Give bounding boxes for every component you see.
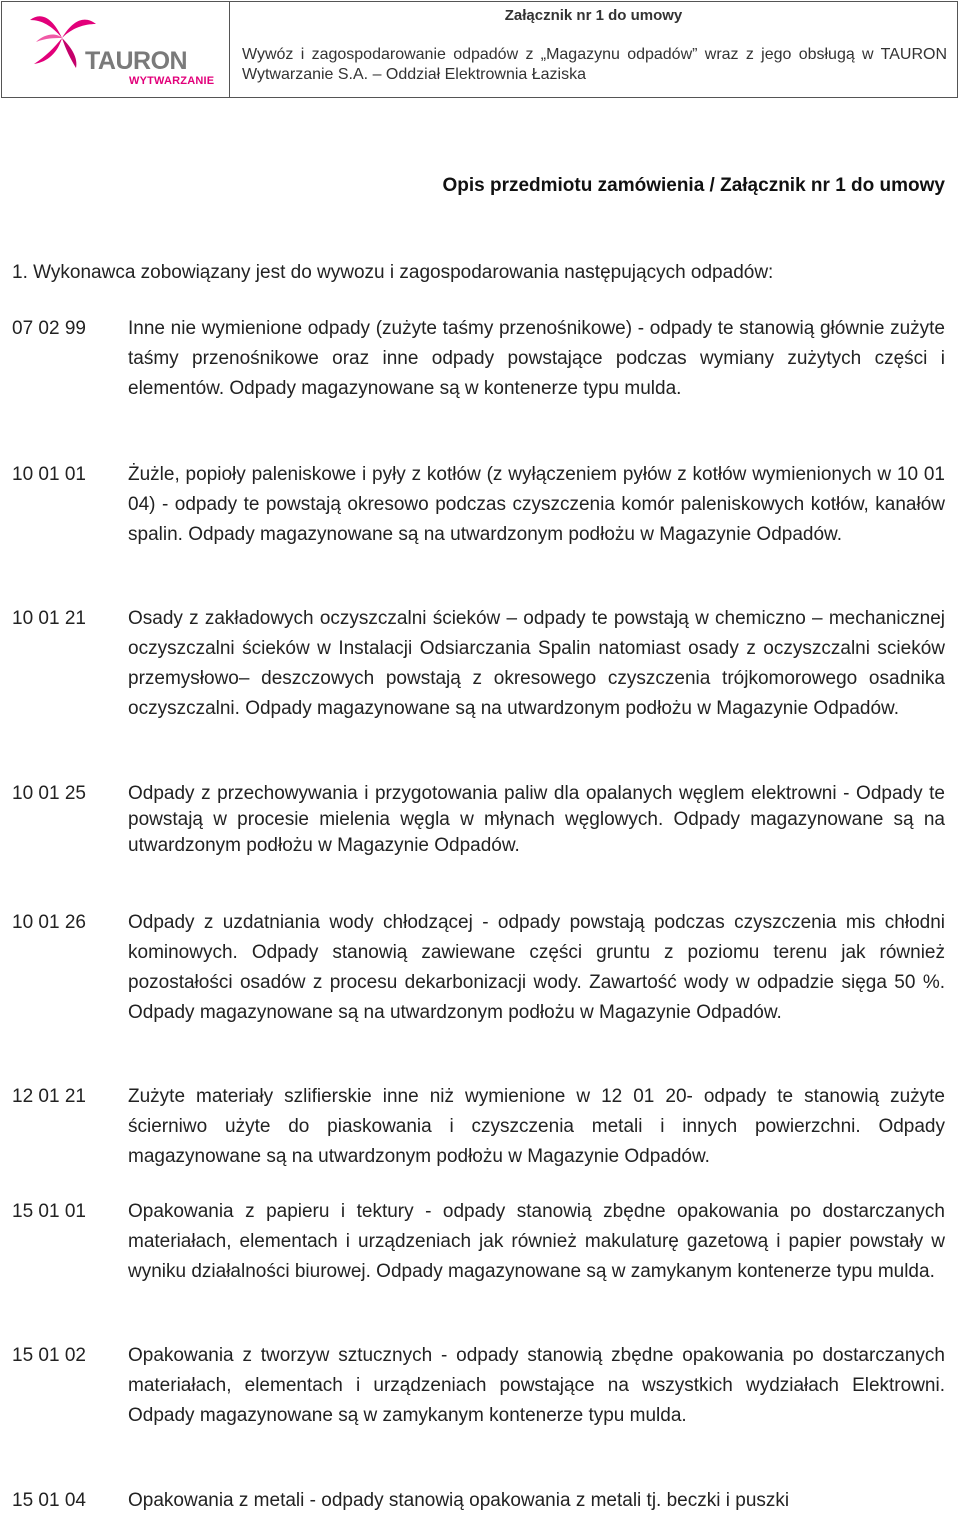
waste-code: 10 01 01 [12,464,86,485]
waste-description: Osady z zakładowych oczyszczalni ścieków – odpady te powstają w chemiczno – mechanicznej oczyszczalni ścieków w Instalacji Odsiarczania Spalin natomiast osady z oczyszczalni scieków przemysłowo– deszczowych powstają z okresowego czyszczenia trójkomorowego osadnika oczyszczalni. Odpady magazynowane są na utwardzonym podłożu w Magazynie Odpadów. [128,608,945,719]
waste-code: 10 01 26 [12,912,86,933]
waste-code: 07 02 99 [12,318,86,339]
waste-description: Opakowania z metali - odpady stanowią opakowania z metali tj. beczki i puszki [128,1490,790,1511]
list-item [12,460,945,550]
list-item [12,604,945,724]
waste-code: 15 01 02 [12,1345,86,1366]
waste-code: 15 01 01 [12,1201,86,1222]
list-item [12,314,945,404]
waste-code: 10 01 21 [12,608,86,629]
header-title-cell [230,2,957,97]
list-item [12,908,945,1028]
waste-description: Odpady z przechowywania i przygotowania paliw dla opalanych węglem elektrowni - Odpady te powstają w procesie mielenia węgla w młynach węglowych. Odpady magazynowane są na utwardzonym podłożu w Magazynie Odpadów. [128,783,945,856]
document-header [1,1,958,98]
logo-cell [2,2,230,97]
waste-description: Opakowania z papieru i tektury - odpady stanowią zbędne opakowania po dostarczanych materiałach, elementach i urządzeniach jak również makulaturę gazetową i papier powstały w wyniku działalności biurowej. Odpady magazynowane są w zamykanym kontenerze typu mulda. [128,1201,945,1282]
list-item [12,1197,945,1287]
list-item [12,1486,945,1514]
waste-description: Żużle, popioły paleniskowe i pyły z kotłów (z wyłączeniem pyłów z kotłów wymienionych w 10 01 04) - odpady te powstają okresowo podczas czyszczenia komór paleniskowych kotłów, kanałów spalin. Odpady magazynowane są na utwardzonym podłożu w Magazynie Odpadów. [128,464,945,545]
logo-brand-text: TAURON [85,47,188,75]
waste-description: Zużyte materiały szlifierskie inne niż wymienione w 12 01 20- odpady te stanowią zużyte ścierniwo użyte do piaskowania i czyszczenia metali i innych powierzchni. Odpady magazynowane są na utwardzonym podłożu w Magazynie Odpadów. [128,1086,945,1167]
waste-code: 12 01 21 [12,1086,86,1107]
intro-paragraph: 1. Wykonawca zobowiązany jest do wywozu i zagospodarowania następujących odpadów: [12,262,774,283]
waste-code: 15 01 04 [12,1490,86,1511]
annex-label: Załącznik nr 1 do umowy [504,7,683,24]
list-item [12,1082,945,1172]
waste-description: Inne nie wymienione odpady (zużyte taśmy przenośnikowe) - odpady te stanowią głównie zużyte taśmy przenośnikowe oraz inne odpady powstające podczas wymiany zużytych części i elementów. Odpady magazynowane są w kontenerze typu mulda. [128,318,945,399]
contract-title: Wywóz i zagospodarowanie odpadów z „Magazynu odpadów” wraz z jego obsługą w TAURON Wytwarzanie S.A. – Oddział Elektrownia Łaziska [242,46,947,83]
list-item [12,781,945,859]
page-title: Opis przedmiotu zamówienia / Załącznik nr 1 do umowy [442,175,945,196]
waste-description: Opakowania z tworzyw sztucznych - odpady stanowią zbędne opakowania po dostarczanych materiałach, elementach i urządzeniach powstające na wszystkich wydziałach Elektrowni. Odpady magazynowane są w zamykanym kontenerze typu mulda. [128,1345,945,1426]
waste-code: 10 01 25 [12,783,86,804]
waste-description: Odpady z uzdatniania wody chłodzącej - odpady powstają podczas czyszczenia mis chłodni kominowych. Odpady stanowią zawiewane części gruntu z poziomu terenu jak również pozostałości osadów z procesu dekarbonizacji wody. Zawartość wody w odpadzie sięga 50 %. Odpady magazynowane są na utwardzonym podłożu w Magazynie Odpadów. [128,912,945,1023]
list-item [12,1341,945,1431]
logo-sub-text: WYTWARZANIE [129,75,215,87]
